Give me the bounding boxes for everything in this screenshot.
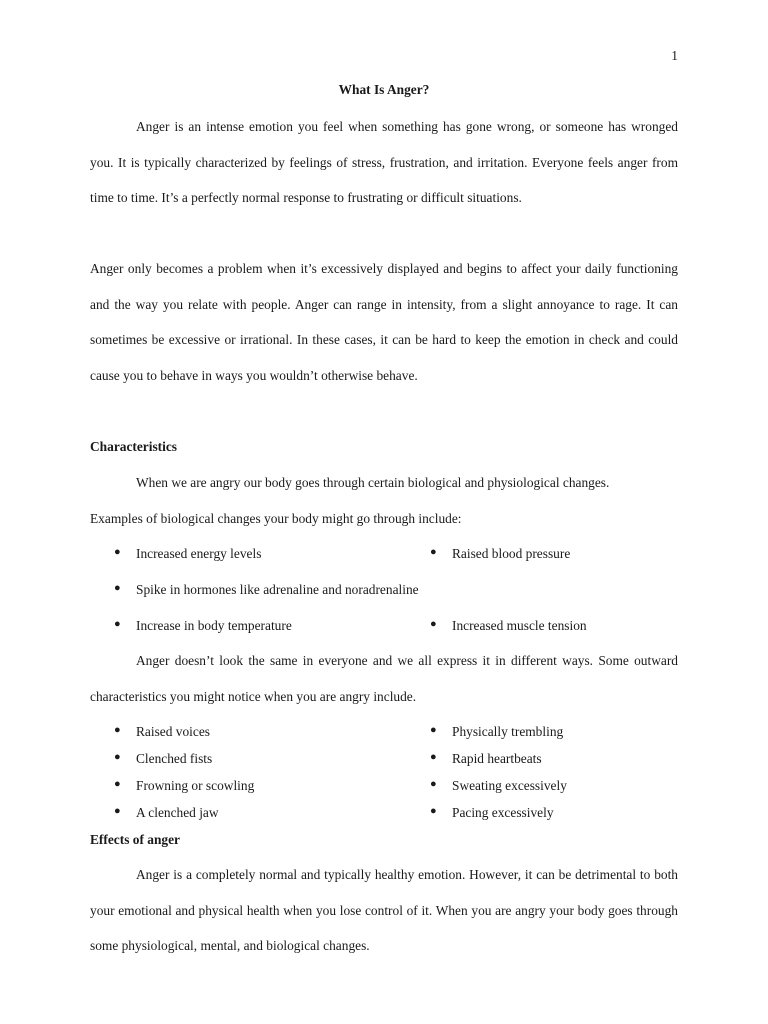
effects-paragraph: Anger is a completely normal and typically healthy emotion. However, it can be detrimental to both your emotional and physical health when you lose control of it. When you are angry your body goes through some physiological, mental, and biological changes. bbox=[90, 867, 678, 954]
list-item-label: Increased muscle tension bbox=[452, 618, 587, 633]
list-item-label: Increased energy levels bbox=[136, 546, 262, 561]
list-item-label: Raised blood pressure bbox=[452, 546, 571, 561]
list-item bbox=[114, 618, 292, 634]
list-item-label: Raised voices bbox=[136, 724, 211, 739]
bullet-icon: ● bbox=[114, 546, 121, 558]
bullet-icon: ● bbox=[430, 546, 437, 558]
list-item bbox=[114, 724, 211, 740]
bullet-icon: ● bbox=[114, 582, 121, 594]
characteristics-heading: Characteristics bbox=[90, 439, 178, 454]
list-item bbox=[430, 778, 567, 794]
list-item bbox=[114, 778, 255, 794]
characteristics-line-2: Examples of biological changes your body might go through include: bbox=[90, 511, 462, 526]
list-item bbox=[430, 618, 587, 634]
page-number: 1 bbox=[671, 48, 678, 63]
intro-paragraph-1: Anger is an intense emotion you feel when something has gone wrong, or someone has wronged you. It is typically characterized by feelings of stress, frustration, and irritation. Everyone feels anger from time to time. It’s a perfectly normal response to frustrating or difficult situations. bbox=[90, 119, 678, 206]
bullet-icon: ● bbox=[114, 805, 121, 817]
list-item-label: Frowning or scowling bbox=[136, 778, 255, 793]
document-title: What Is Anger? bbox=[338, 82, 430, 97]
characteristics-line-1: When we are angry our body goes through certain biological and physiological changes. bbox=[136, 475, 610, 490]
list-item-label: Clenched fists bbox=[136, 751, 213, 766]
bullet-icon: ● bbox=[430, 778, 437, 790]
bullet-icon: ● bbox=[430, 751, 437, 763]
list-item-label: Sweating excessively bbox=[452, 778, 567, 793]
list-item bbox=[430, 724, 564, 740]
intro-paragraph-2: Anger only becomes a problem when it’s excessively displayed and begins to affect your daily functioning and the way you relate with people. Anger can range in intensity, from a slight annoyance to rage. It can sometimes be excessive or irrational. In these cases, it can be hard to keep the emotion in check and could cause you to behave in ways you wouldn’t otherwise behave. bbox=[90, 261, 678, 383]
list-item-label: A clenched jaw bbox=[136, 805, 219, 820]
bullet-icon: ● bbox=[114, 618, 121, 630]
bullet-icon: ● bbox=[430, 724, 437, 736]
list-item bbox=[114, 805, 219, 821]
list-item bbox=[114, 546, 262, 562]
list-item-label: Physically trembling bbox=[452, 724, 564, 739]
list-item bbox=[430, 546, 571, 562]
bullet-icon: ● bbox=[114, 724, 121, 736]
list-item bbox=[114, 582, 419, 598]
list-item bbox=[114, 751, 213, 767]
bullet-icon: ● bbox=[114, 778, 121, 790]
list-item-label: Spike in hormones like adrenaline and noradrenaline bbox=[136, 582, 419, 597]
bullet-icon: ● bbox=[114, 751, 121, 763]
outward-paragraph: Anger doesn’t look the same in everyone and we all express it in different ways. Some outward characteristics you might notice when you are angry include. bbox=[90, 653, 678, 704]
list-item-label: Pacing excessively bbox=[452, 805, 554, 820]
bullet-icon: ● bbox=[430, 805, 437, 817]
list-item bbox=[430, 751, 542, 767]
list-item bbox=[430, 805, 554, 821]
effects-heading: Effects of anger bbox=[90, 832, 180, 847]
list-item-label: Rapid heartbeats bbox=[452, 751, 542, 766]
bullet-icon: ● bbox=[430, 618, 437, 630]
list-item-label: Increase in body temperature bbox=[136, 618, 292, 633]
